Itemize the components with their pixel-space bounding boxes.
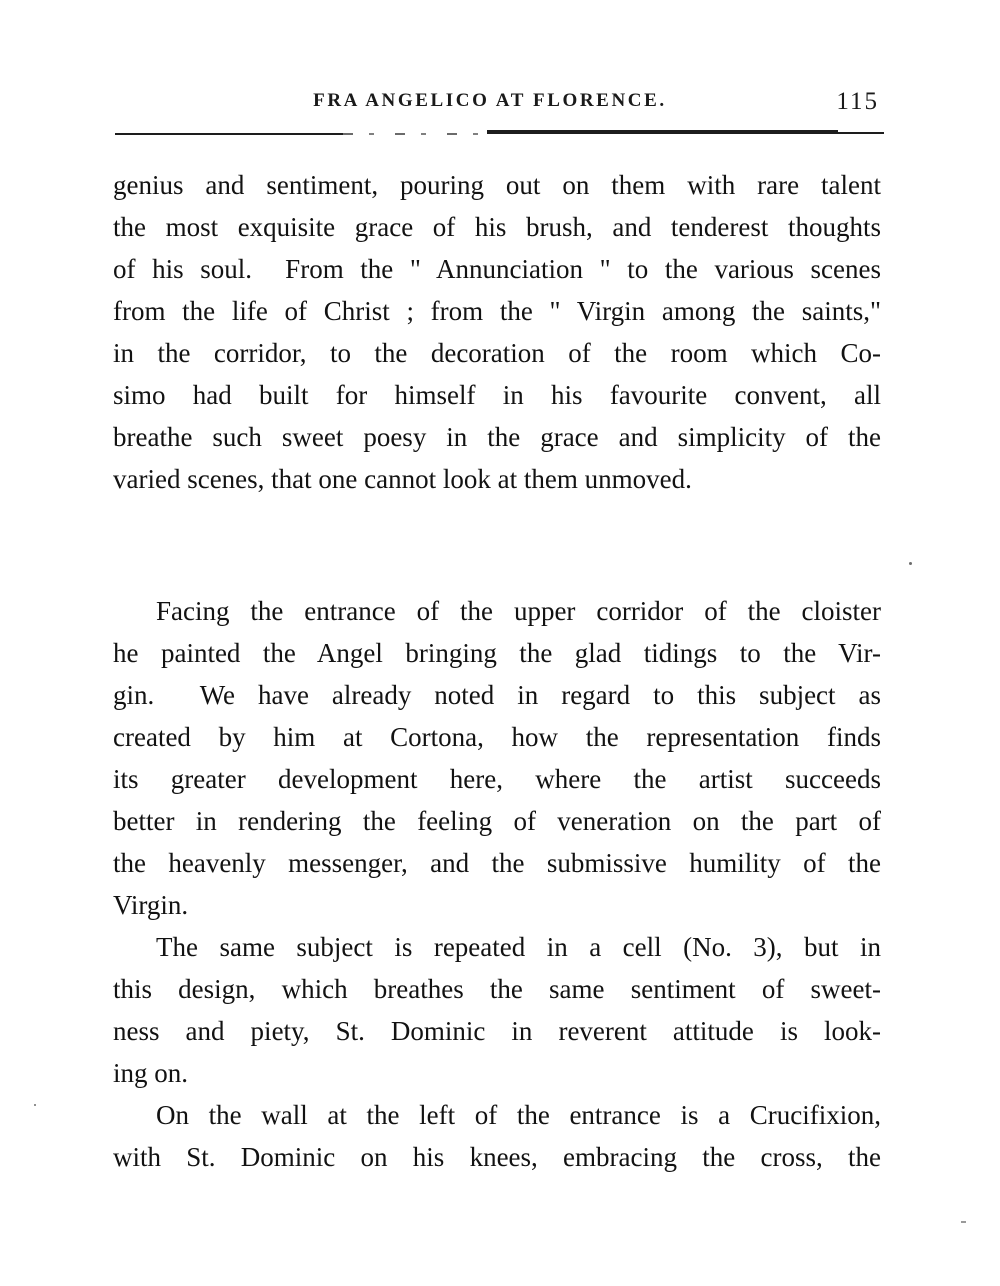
text-line: On the wall at the left of the entrance is a Crucifixion, [156,1100,881,1130]
page-title: FRA ANGELICO AT FLORENCE. [313,90,667,111]
text-line: created by him at Cortona, how the representation finds [113,722,881,752]
page-number: 115 [836,88,879,115]
text-line: the most exquisite grace of his brush, and tenderest thoughts [113,212,881,242]
header-rule-left [115,133,343,135]
text-line: ing on. [113,1058,189,1088]
text-line: simo had built for himself in his favourite convent, all [113,380,881,410]
paragraph [113,1094,881,1178]
scan-speck [34,1104,36,1106]
header-rule-right [487,130,838,134]
text-line: of his soul. From the " Annunciation " to the various scenes [113,254,881,284]
text-line: in the corridor, to the decoration of the room which Co- [113,338,881,368]
body-text [113,164,881,1178]
text-line: gin. We have already noted in regard to this subject as [113,680,881,710]
text-line: The same subject is repeated in a cell (No. 3), but in [156,932,881,962]
header-rule-right-tail [838,132,884,134]
text-line: its greater development here, where the artist succeeds [113,764,881,794]
text-line: varied scenes, that one cannot look at them unmoved. [113,464,692,494]
text-line: with St. Dominic on his knees, embracing the cross, the [113,1142,881,1172]
header-rule-left-dashes [343,133,493,135]
text-line: better in rendering the feeling of veneration on the part of [113,806,881,836]
text-line: Facing the entrance of the upper corridor of the cloister [156,596,881,626]
text-line: Virgin. [113,890,189,920]
running-head [113,90,881,120]
scan-speck [909,562,912,565]
text-line: breathe such sweet poesy in the grace and simplicity of the [113,422,881,452]
paragraph [113,926,881,1094]
scan-speck [961,1221,966,1223]
paragraph [113,164,881,500]
text-line: from the life of Christ ; from the " Virgin among the saints," [113,296,881,326]
text-line: the heavenly messenger, and the submissive humility of the [113,848,881,878]
text-line: genius and sentiment, pouring out on them with rare talent [113,170,881,200]
text-line: this design, which breathes the same sentiment of sweet- [113,974,881,1004]
text-line: ness and piety, St. Dominic in reverent attitude is look- [113,1016,881,1046]
text-line: he painted the Angel bringing the glad tidings to the Vir- [113,638,881,668]
paragraph [113,590,881,926]
